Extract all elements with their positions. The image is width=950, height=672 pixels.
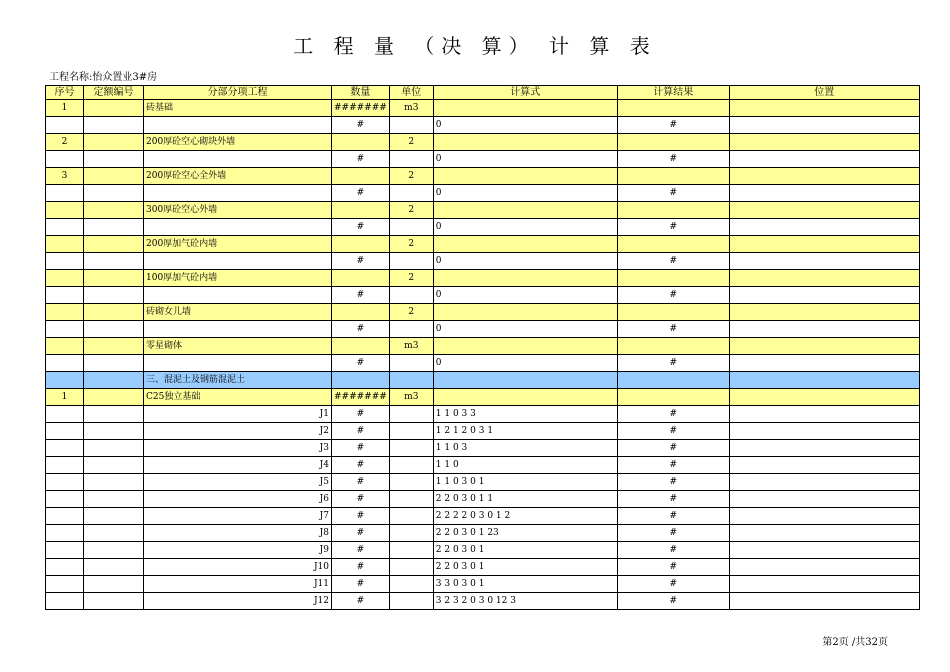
cell-seq — [46, 525, 84, 542]
cell-item: 200厚砼空心砌块外墙 — [144, 134, 332, 151]
table-row — [46, 423, 920, 440]
cell-item: J12 — [144, 593, 332, 610]
cell-code — [84, 219, 144, 236]
cell-location — [729, 321, 919, 338]
cell-code — [84, 321, 144, 338]
cell-unit — [389, 253, 433, 270]
cell-unit — [389, 525, 433, 542]
table-row — [46, 151, 920, 168]
cell-formula: 0 — [433, 117, 617, 134]
cell-formula: 2 2 0 3 0 1 1 — [433, 491, 617, 508]
cell-result: # — [617, 576, 729, 593]
cell-item: 砖砌女儿墙 — [144, 304, 332, 321]
cell-unit — [389, 508, 433, 525]
cell-location — [729, 491, 919, 508]
cell-code — [84, 202, 144, 219]
cell-qty: # — [332, 576, 390, 593]
cell-seq — [46, 287, 84, 304]
cell-result: # — [617, 117, 729, 134]
cell-qty: # — [332, 559, 390, 576]
cell-seq: 1 — [46, 389, 84, 406]
cell-unit — [389, 457, 433, 474]
cell-unit: m3 — [389, 100, 433, 117]
cell-qty: # — [332, 474, 390, 491]
col-header-location: 位置 — [729, 86, 919, 100]
cell-code — [84, 168, 144, 185]
cell-qty: ####### — [332, 100, 390, 117]
cell-qty — [332, 270, 390, 287]
cell-code — [84, 576, 144, 593]
cell-location — [729, 236, 919, 253]
cell-result: # — [617, 508, 729, 525]
cell-seq — [46, 423, 84, 440]
cell-location — [729, 406, 919, 423]
cell-seq — [46, 236, 84, 253]
cell-code — [84, 117, 144, 134]
table-row — [46, 525, 920, 542]
cell-item: 200厚加气砼内墙 — [144, 236, 332, 253]
cell-qty — [332, 372, 390, 389]
cell-result: # — [617, 593, 729, 610]
cell-unit — [389, 287, 433, 304]
cell-code — [84, 525, 144, 542]
cell-qty: # — [332, 423, 390, 440]
cell-result: # — [617, 474, 729, 491]
cell-formula — [433, 168, 617, 185]
cell-qty: ####### — [332, 389, 390, 406]
cell-code — [84, 474, 144, 491]
cell-location — [729, 508, 919, 525]
cell-formula: 1 1 0 — [433, 457, 617, 474]
col-header-code: 定额编号 — [84, 86, 144, 100]
cell-seq — [46, 270, 84, 287]
cell-result — [617, 372, 729, 389]
cell-seq — [46, 355, 84, 372]
cell-unit: 2 — [389, 304, 433, 321]
cell-item: 100厚加气砼内墙 — [144, 270, 332, 287]
cell-item: 砖基础 — [144, 100, 332, 117]
cell-qty: # — [332, 253, 390, 270]
cell-item — [144, 219, 332, 236]
cell-code — [84, 270, 144, 287]
header-row — [46, 86, 920, 100]
cell-qty: # — [332, 491, 390, 508]
cell-item — [144, 117, 332, 134]
project-name: 工程名称:怡众置业3#房 — [49, 72, 158, 83]
cell-seq — [46, 406, 84, 423]
cell-location — [729, 542, 919, 559]
section-row — [46, 372, 920, 389]
table-row — [46, 134, 920, 151]
cell-location — [729, 474, 919, 491]
cell-location — [729, 168, 919, 185]
cell-seq — [46, 542, 84, 559]
cell-location — [729, 202, 919, 219]
cell-qty: # — [332, 355, 390, 372]
cell-qty: # — [332, 508, 390, 525]
cell-formula: 0 — [433, 253, 617, 270]
cell-formula: 1 1 0 3 — [433, 440, 617, 457]
cell-formula: 2 2 0 3 0 1 — [433, 559, 617, 576]
table-row — [46, 542, 920, 559]
cell-qty — [332, 304, 390, 321]
table-row — [46, 117, 920, 134]
cell-item — [144, 321, 332, 338]
cell-item: 200厚砼空心全外墙 — [144, 168, 332, 185]
table-row — [46, 474, 920, 491]
cell-result — [617, 134, 729, 151]
cell-result: # — [617, 423, 729, 440]
cell-result: # — [617, 559, 729, 576]
page-number: 第2页 /共32页 — [822, 637, 888, 648]
cell-unit — [389, 423, 433, 440]
cell-qty — [332, 202, 390, 219]
cell-code — [84, 593, 144, 610]
table-row — [46, 355, 920, 372]
cell-seq — [46, 253, 84, 270]
cell-item: 三、混泥土及钢筋混泥土 — [144, 372, 332, 389]
cell-unit — [389, 440, 433, 457]
cell-seq — [46, 508, 84, 525]
cell-item: J4 — [144, 457, 332, 474]
cell-unit — [389, 593, 433, 610]
cell-formula — [433, 338, 617, 355]
table-row — [46, 236, 920, 253]
cell-location — [729, 457, 919, 474]
cell-location — [729, 525, 919, 542]
cell-qty: # — [332, 287, 390, 304]
cell-seq — [46, 117, 84, 134]
cell-formula: 0 — [433, 321, 617, 338]
cell-seq: 2 — [46, 134, 84, 151]
cell-formula — [433, 270, 617, 287]
cell-code — [84, 185, 144, 202]
cell-result: # — [617, 406, 729, 423]
cell-item: 300厚砼空心外墙 — [144, 202, 332, 219]
cell-formula: 0 — [433, 219, 617, 236]
cell-item — [144, 253, 332, 270]
table-row — [46, 406, 920, 423]
cell-code — [84, 389, 144, 406]
cell-formula: 3 3 0 3 0 1 — [433, 576, 617, 593]
cell-seq — [46, 304, 84, 321]
cell-location — [729, 117, 919, 134]
table-row — [46, 508, 920, 525]
cell-seq — [46, 321, 84, 338]
cell-location — [729, 304, 919, 321]
cell-seq: 3 — [46, 168, 84, 185]
sheet-title: 工 程 量 （决 算） 计 算 表 — [293, 34, 657, 58]
table-row — [46, 457, 920, 474]
cell-code — [84, 508, 144, 525]
col-header-unit: 单位 — [389, 86, 433, 100]
cell-result — [617, 236, 729, 253]
cell-result — [617, 168, 729, 185]
cell-code — [84, 134, 144, 151]
cell-seq — [46, 559, 84, 576]
cell-location — [729, 219, 919, 236]
cell-result: # — [617, 321, 729, 338]
cell-seq — [46, 219, 84, 236]
cell-qty: # — [332, 219, 390, 236]
cell-qty: # — [332, 542, 390, 559]
cell-result: # — [617, 185, 729, 202]
cell-location — [729, 338, 919, 355]
cell-location — [729, 423, 919, 440]
cell-code — [84, 406, 144, 423]
cell-unit — [389, 321, 433, 338]
table-row — [46, 304, 920, 321]
cell-unit: 2 — [389, 270, 433, 287]
table-row — [46, 185, 920, 202]
cell-location — [729, 151, 919, 168]
cell-formula: 2 2 0 3 0 1 23 — [433, 525, 617, 542]
cell-qty: # — [332, 406, 390, 423]
quantity-table — [45, 85, 920, 610]
cell-item — [144, 151, 332, 168]
cell-qty — [332, 134, 390, 151]
cell-code — [84, 372, 144, 389]
table-row — [46, 491, 920, 508]
cell-qty — [332, 168, 390, 185]
cell-result — [617, 304, 729, 321]
cell-item: 零星砌体 — [144, 338, 332, 355]
cell-formula — [433, 389, 617, 406]
cell-item: J2 — [144, 423, 332, 440]
cell-unit — [389, 491, 433, 508]
cell-formula: 3 2 3 2 0 3 0 12 3 — [433, 593, 617, 610]
table-row — [46, 270, 920, 287]
cell-seq — [46, 576, 84, 593]
cell-item: J8 — [144, 525, 332, 542]
cell-formula — [433, 134, 617, 151]
cell-result — [617, 389, 729, 406]
cell-code — [84, 457, 144, 474]
table-row — [46, 321, 920, 338]
col-header-qty: 数量 — [332, 86, 390, 100]
table-row — [46, 219, 920, 236]
cell-item — [144, 355, 332, 372]
cell-formula: 2 2 2 2 0 3 0 1 2 — [433, 508, 617, 525]
cell-item — [144, 185, 332, 202]
table-row — [46, 576, 920, 593]
cell-result: # — [617, 287, 729, 304]
cell-unit: m3 — [389, 389, 433, 406]
cell-qty: # — [332, 185, 390, 202]
cell-seq — [46, 491, 84, 508]
table-row — [46, 389, 920, 406]
cell-item: J3 — [144, 440, 332, 457]
cell-formula — [433, 100, 617, 117]
cell-result: # — [617, 440, 729, 457]
cell-unit: m3 — [389, 338, 433, 355]
cell-formula — [433, 304, 617, 321]
cell-location — [729, 559, 919, 576]
cell-code — [84, 542, 144, 559]
cell-qty: # — [332, 321, 390, 338]
cell-seq — [46, 202, 84, 219]
cell-formula: 0 — [433, 287, 617, 304]
cell-item: J11 — [144, 576, 332, 593]
cell-item: J5 — [144, 474, 332, 491]
cell-code — [84, 100, 144, 117]
cell-location — [729, 355, 919, 372]
cell-location — [729, 270, 919, 287]
cell-code — [84, 338, 144, 355]
cell-unit: 2 — [389, 236, 433, 253]
cell-location — [729, 253, 919, 270]
cell-item: J6 — [144, 491, 332, 508]
cell-qty: # — [332, 457, 390, 474]
cell-formula: 0 — [433, 151, 617, 168]
cell-formula — [433, 372, 617, 389]
cell-unit — [389, 355, 433, 372]
cell-seq: 1 — [46, 100, 84, 117]
table-row — [46, 168, 920, 185]
cell-location — [729, 372, 919, 389]
cell-formula: 1 1 0 3 0 1 — [433, 474, 617, 491]
cell-qty: # — [332, 151, 390, 168]
cell-qty: # — [332, 593, 390, 610]
cell-location — [729, 389, 919, 406]
cell-result — [617, 270, 729, 287]
cell-location — [729, 185, 919, 202]
table-row — [46, 338, 920, 355]
cell-formula: 0 — [433, 355, 617, 372]
table-row — [46, 593, 920, 610]
table-row — [46, 202, 920, 219]
cell-unit — [389, 185, 433, 202]
cell-qty: # — [332, 117, 390, 134]
cell-code — [84, 287, 144, 304]
cell-formula: 1 2 1 2 0 3 1 — [433, 423, 617, 440]
cell-code — [84, 236, 144, 253]
cell-location — [729, 576, 919, 593]
cell-result: # — [617, 253, 729, 270]
cell-item: J9 — [144, 542, 332, 559]
cell-code — [84, 440, 144, 457]
cell-result: # — [617, 525, 729, 542]
cell-formula: 0 — [433, 185, 617, 202]
col-header-formula: 计算式 — [433, 86, 617, 100]
cell-qty: # — [332, 440, 390, 457]
cell-item: C25独立基础 — [144, 389, 332, 406]
cell-result: # — [617, 542, 729, 559]
cell-item: J7 — [144, 508, 332, 525]
cell-formula: 2 2 0 3 0 1 — [433, 542, 617, 559]
cell-location — [729, 134, 919, 151]
cell-seq — [46, 474, 84, 491]
cell-unit — [389, 474, 433, 491]
cell-result: # — [617, 219, 729, 236]
cell-formula — [433, 202, 617, 219]
cell-unit — [389, 219, 433, 236]
cell-qty — [332, 338, 390, 355]
cell-code — [84, 491, 144, 508]
cell-qty — [332, 236, 390, 253]
cell-seq — [46, 338, 84, 355]
cell-unit — [389, 372, 433, 389]
cell-unit — [389, 559, 433, 576]
cell-result — [617, 202, 729, 219]
cell-seq — [46, 185, 84, 202]
table-row — [46, 253, 920, 270]
cell-seq — [46, 593, 84, 610]
cell-location — [729, 287, 919, 304]
cell-code — [84, 423, 144, 440]
cell-code — [84, 151, 144, 168]
cell-result: # — [617, 355, 729, 372]
cell-seq — [46, 372, 84, 389]
cell-code — [84, 253, 144, 270]
cell-code — [84, 355, 144, 372]
cell-code — [84, 559, 144, 576]
table-row — [46, 440, 920, 457]
cell-result — [617, 100, 729, 117]
cell-code — [84, 304, 144, 321]
cell-unit: 2 — [389, 134, 433, 151]
cell-unit — [389, 542, 433, 559]
cell-location — [729, 100, 919, 117]
cell-location — [729, 593, 919, 610]
cell-unit — [389, 576, 433, 593]
cell-item: J1 — [144, 406, 332, 423]
cell-result: # — [617, 457, 729, 474]
cell-result — [617, 338, 729, 355]
cell-location — [729, 440, 919, 457]
table-row — [46, 287, 920, 304]
cell-unit — [389, 117, 433, 134]
table-row — [46, 100, 920, 117]
col-header-seq: 序号 — [46, 86, 84, 100]
cell-unit — [389, 151, 433, 168]
cell-item: J10 — [144, 559, 332, 576]
cell-formula: 1 1 0 3 3 — [433, 406, 617, 423]
col-header-result: 计算结果 — [617, 86, 729, 100]
cell-formula — [433, 236, 617, 253]
cell-seq — [46, 151, 84, 168]
table-row — [46, 559, 920, 576]
cell-unit: 2 — [389, 202, 433, 219]
cell-unit — [389, 406, 433, 423]
cell-unit: 2 — [389, 168, 433, 185]
col-header-item: 分部分项工程 — [144, 86, 332, 100]
cell-result: # — [617, 151, 729, 168]
cell-seq — [46, 457, 84, 474]
cell-qty: # — [332, 525, 390, 542]
cell-seq — [46, 440, 84, 457]
cell-item — [144, 287, 332, 304]
cell-result: # — [617, 491, 729, 508]
